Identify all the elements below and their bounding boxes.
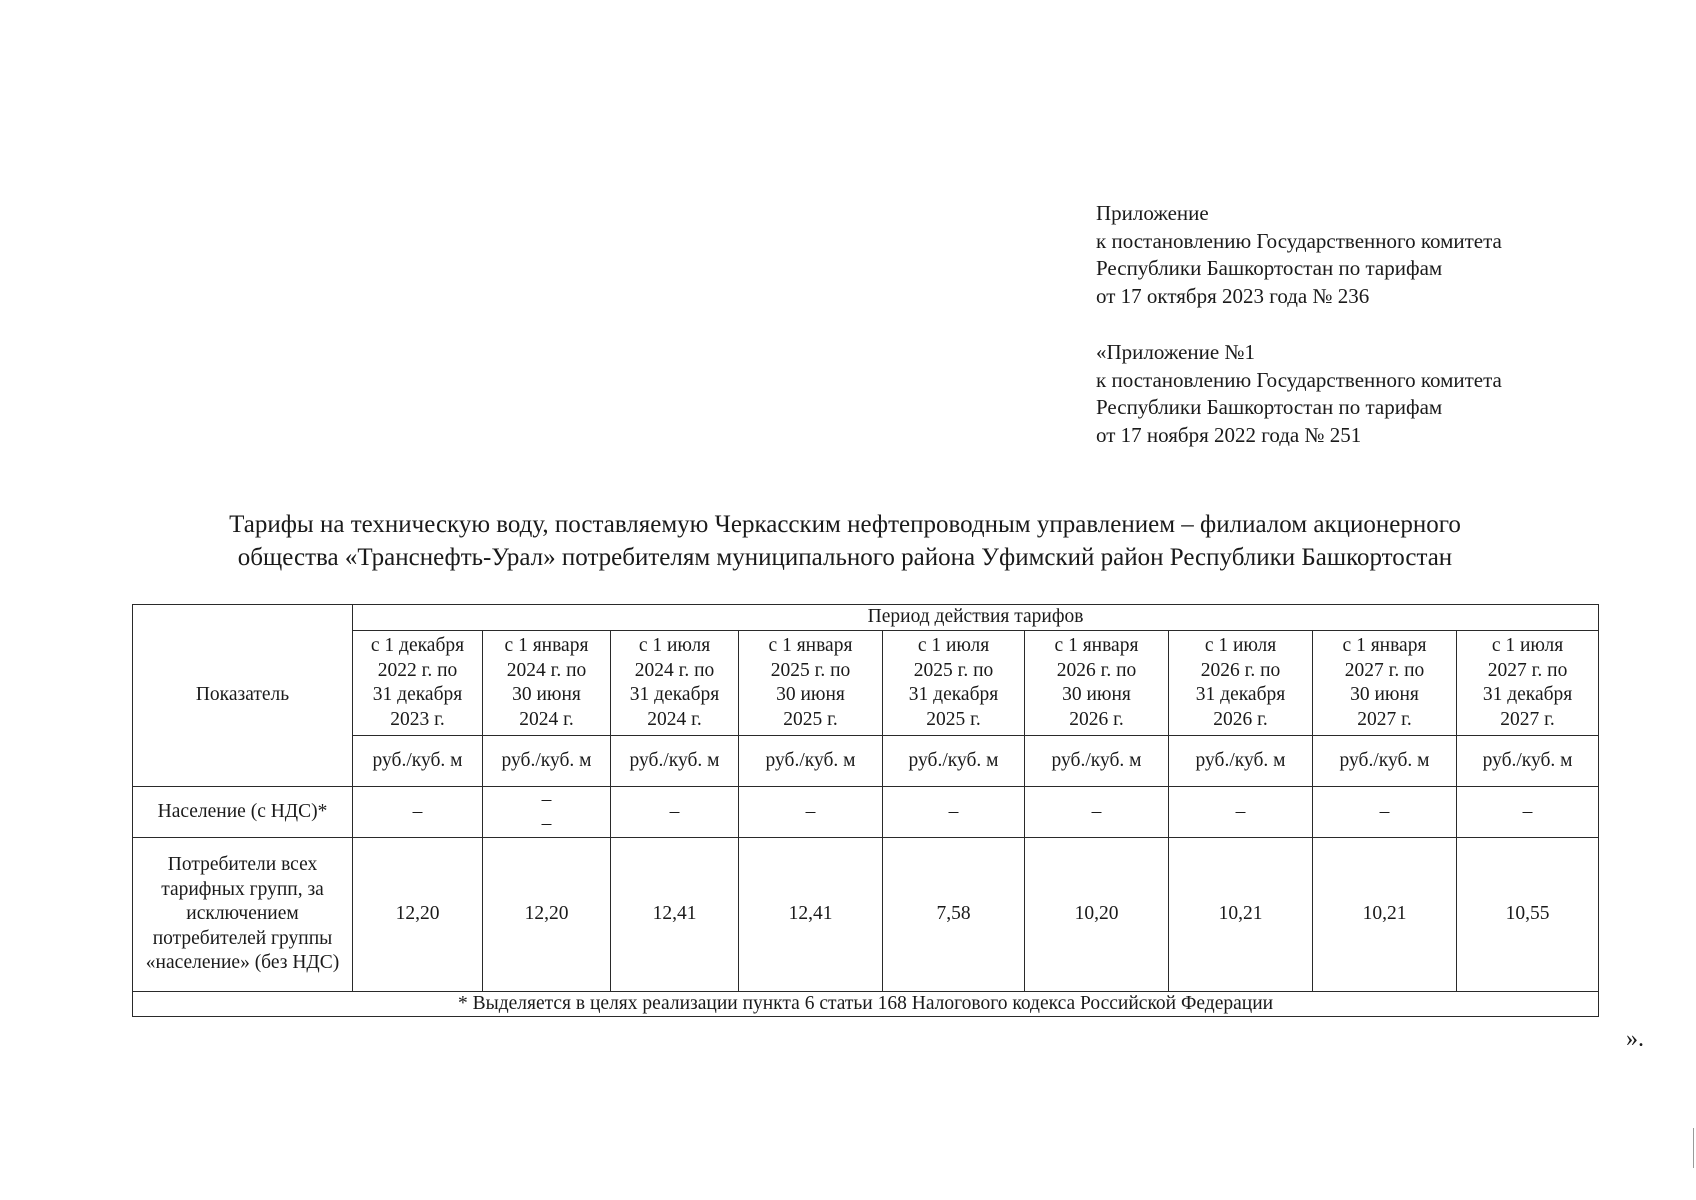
value-cell: 12,20 <box>353 838 483 992</box>
unit-cell: руб./куб. м <box>483 736 611 787</box>
table-row <box>133 838 1599 992</box>
period-line: 30 июня <box>1350 684 1419 705</box>
period-line: 2025 г. по <box>770 659 851 681</box>
value-cell: 10,21 <box>1169 838 1313 992</box>
annex-line: «Приложение №1 <box>1096 340 1255 364</box>
table-row <box>133 787 1599 838</box>
period-dates-row <box>133 631 1599 736</box>
period-cell <box>353 631 483 736</box>
annex-line: к постановлению Государственного комитета <box>1096 228 1502 253</box>
unit-cell: руб./куб. м <box>883 736 1025 787</box>
value-cell: – <box>1457 787 1599 838</box>
period-line: 2024 г. <box>647 708 702 730</box>
title-line: Тарифы на техническую воду, поставляемую Черкасским нефтепроводным управлением – филиалом акционерного <box>229 511 1461 538</box>
period-line: 2027 г. <box>1500 708 1555 730</box>
value-cell: 10,55 <box>1457 838 1599 992</box>
value-cell: – <box>1169 787 1313 838</box>
period-line: с 1 июля <box>1204 635 1277 656</box>
annex-line: Республики Башкортостан по тарифам <box>1096 256 1443 280</box>
period-line: 30 июня <box>1062 684 1131 705</box>
value-cell: 10,21 <box>1313 838 1457 992</box>
annex-line: к постановлению Государственного комитета <box>1096 367 1502 392</box>
period-line: 2026 г. по <box>1200 659 1281 681</box>
row-label: Население (с НДС)* <box>133 787 353 838</box>
period-line: с 1 июля <box>917 635 990 656</box>
dash: – <box>541 788 552 810</box>
period-cell <box>739 631 883 736</box>
document-title <box>100 508 1590 574</box>
unit-cell: руб./куб. м <box>611 736 739 787</box>
value-cell <box>483 787 611 838</box>
period-line: 31 декабря <box>908 684 999 705</box>
unit-cell: руб./куб. м <box>1457 736 1599 787</box>
footnote: * Выделяется в целях реализации пункта 6 статьи 168 Налогового кодекса Российской Федерации <box>133 992 1599 1017</box>
value-cell: 10,20 <box>1025 838 1169 992</box>
value-cell: – <box>883 787 1025 838</box>
indicator-header: Показатель <box>133 605 353 787</box>
value-cell: 12,41 <box>611 838 739 992</box>
annex-line: от 17 ноября 2022 года № 251 <box>1096 422 1362 447</box>
row-label: Потребители всех тарифных групп, за исключением потребителей группы «население» (без НДС) <box>133 838 353 992</box>
annex-line: Республики Башкортостан по тарифам <box>1096 395 1443 419</box>
title-line: общества «Транснефть-Урал» потребителям муниципального района Уфимский район Республики Башкортостан <box>237 544 1453 571</box>
period-line: 2025 г. <box>783 708 838 730</box>
value-cell: 7,58 <box>883 838 1025 992</box>
annex-line: от 17 октября 2023 года № 236 <box>1096 283 1370 308</box>
period-cell <box>883 631 1025 736</box>
period-line: 2024 г. по <box>506 659 587 681</box>
period-line: 2024 г. по <box>634 659 715 681</box>
period-line: с 1 января <box>1054 635 1139 656</box>
period-cell <box>611 631 739 736</box>
period-line: 31 декабря <box>1195 684 1286 705</box>
margin-mark <box>1693 1128 1694 1168</box>
value-cell: – <box>611 787 739 838</box>
period-line: 2022 г. по <box>377 659 458 681</box>
tariff-table <box>132 604 1599 1017</box>
value-cell: 12,20 <box>483 838 611 992</box>
table-header-row <box>133 605 1599 631</box>
period-line: 2027 г. по <box>1344 659 1425 681</box>
unit-cell: руб./куб. м <box>353 736 483 787</box>
period-line: 2026 г. по <box>1056 659 1137 681</box>
annex-line: Приложение <box>1096 201 1209 225</box>
value-cell: – <box>1025 787 1169 838</box>
unit-cell: руб./куб. м <box>1025 736 1169 787</box>
dash: – <box>541 813 552 834</box>
period-line: 30 июня <box>512 684 581 705</box>
period-line: 2026 г. <box>1213 708 1268 730</box>
period-line: 2023 г. <box>390 708 445 730</box>
period-line: 2026 г. <box>1069 708 1124 730</box>
period-line: 31 декабря <box>372 684 463 705</box>
period-header: Период действия тарифов <box>353 605 1599 631</box>
period-line: с 1 декабря <box>370 635 465 656</box>
period-line: с 1 января <box>1342 635 1427 656</box>
unit-cell: руб./куб. м <box>1169 736 1313 787</box>
period-cell <box>1169 631 1313 736</box>
period-line: с 1 января <box>768 635 853 656</box>
period-line: 2025 г. <box>926 708 981 730</box>
period-line: с 1 января <box>504 635 589 656</box>
period-line: с 1 июля <box>638 635 711 656</box>
period-line: с 1 июля <box>1491 635 1564 656</box>
period-line: 2025 г. по <box>913 659 994 681</box>
unit-cell: руб./куб. м <box>1313 736 1457 787</box>
footnote-row <box>133 992 1599 1017</box>
period-cell <box>1457 631 1599 736</box>
value-cell: – <box>1313 787 1457 838</box>
period-line: 2027 г. <box>1357 708 1412 730</box>
annex-previous-header <box>1096 339 1656 449</box>
period-cell <box>1313 631 1457 736</box>
closing-quote: ». <box>1626 1026 1644 1052</box>
period-line: 31 декабря <box>629 684 720 705</box>
period-line: 30 июня <box>776 684 845 705</box>
value-cell: 12,41 <box>739 838 883 992</box>
period-line: 2027 г. по <box>1487 659 1568 681</box>
value-cell: – <box>739 787 883 838</box>
period-cell <box>483 631 611 736</box>
unit-cell: руб./куб. м <box>739 736 883 787</box>
period-cell <box>1025 631 1169 736</box>
period-line: 2024 г. <box>519 708 574 730</box>
annex-header <box>1096 200 1656 310</box>
value-cell: – <box>353 787 483 838</box>
units-row <box>133 736 1599 787</box>
period-line: 31 декабря <box>1482 684 1573 705</box>
